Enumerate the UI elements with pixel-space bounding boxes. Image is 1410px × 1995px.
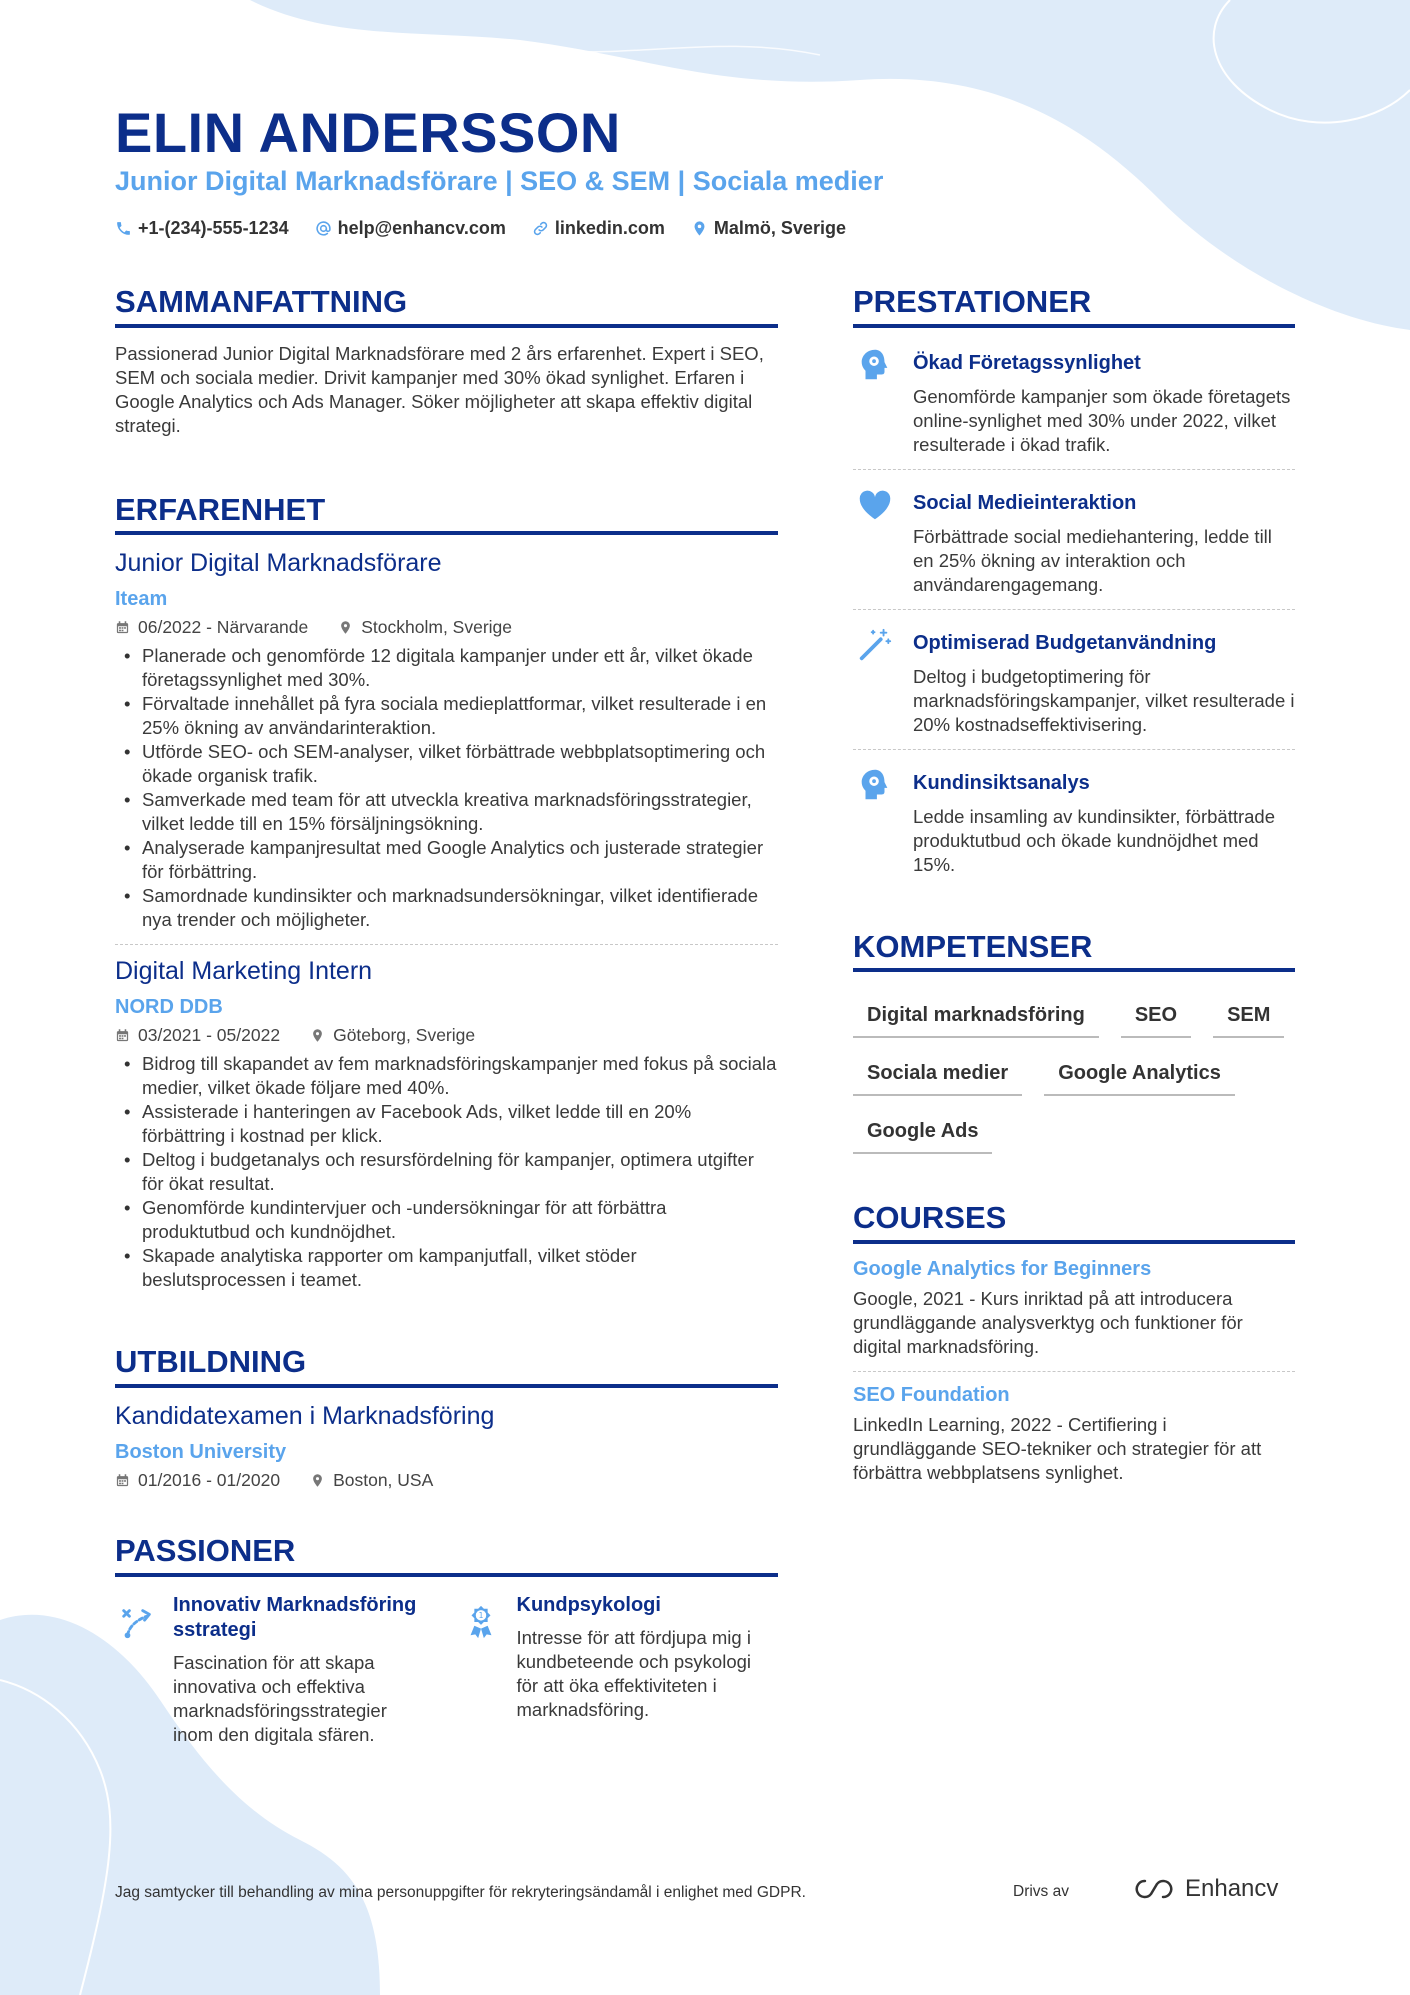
job-bullets — [115, 1052, 778, 1292]
experience-heading: ERFARENHET — [115, 492, 778, 536]
skill-tag: SEO — [1121, 996, 1191, 1038]
phone-text: +1-(234)-555-1234 — [138, 218, 289, 238]
achievement-title: Social Medieinteraktion — [913, 491, 1137, 514]
courses-section — [853, 1200, 1295, 1497]
candidate-tagline: Junior Digital Marknadsförare | SEO & SEM | Sociala medier — [115, 166, 884, 196]
summary-heading: SAMMANFATTNING — [115, 284, 778, 328]
head-icon — [856, 766, 894, 804]
location-text: Malmö, Sverige — [713, 218, 846, 238]
bullet-item: • Utförde SEO- och SEM-analyser, vilket förbättrade webbplatsoptimering och ökade organisk trafik. — [115, 740, 778, 788]
job-location: Göteborg, Sverige — [333, 1025, 476, 1046]
skills-heading: KOMPETENSER — [853, 929, 1295, 973]
company-name: Iteam — [115, 588, 168, 611]
job-dates: 06/2022 - Närvarande — [138, 617, 309, 638]
enhancv-logo-icon — [1131, 1876, 1177, 1902]
course-title: Google Analytics for Beginners — [853, 1257, 1152, 1280]
education-meta — [115, 1470, 778, 1491]
calendar-icon — [115, 1028, 130, 1043]
bullet-item: • Assisterade i hanteringen av Facebook Ads, vilket ledde till en 20% förbättring i kostnad per klick. — [115, 1100, 778, 1148]
job-title: Digital Marketing Intern — [115, 957, 373, 986]
location-pin-icon — [338, 620, 353, 635]
achievement-description: Genomförde kampanjer som ökade företagets online-synlighet med 30% under 2022, vilket resulterade i ökad trafik. — [913, 385, 1291, 455]
head-icon — [856, 346, 894, 384]
contact-phone[interactable] — [115, 218, 289, 239]
experience-entry — [115, 957, 778, 1304]
skill-tag: Digital marknadsföring — [853, 996, 1099, 1038]
contact-email[interactable] — [315, 218, 506, 239]
divider — [853, 1371, 1295, 1372]
passion-item — [115, 1593, 435, 1747]
contact-linkedin[interactable] — [532, 218, 665, 239]
experience-entry — [115, 549, 778, 944]
enhancv-brand[interactable] — [1131, 1875, 1278, 1903]
summary-text: Passionerad Junior Digital Marknadsförare med 2 års erfarenhet. Expert i SEO, SEM och sociala medier. Drivit kampanjer med 30% ökad synlighet. Erfaren i Google Analytics och Ads Manager. Söker möjligheter att skapa effektiv digital strategi. — [115, 342, 764, 436]
achievements-heading: PRESTATIONER — [853, 284, 1295, 328]
achievement-description: Ledde insamling av kundinsikter, förbättrade produktutbud och ökade kundnöjdhet med 15%. — [913, 805, 1275, 875]
divider — [853, 469, 1295, 470]
skills-section — [853, 929, 1295, 1155]
location-pin-icon — [691, 220, 708, 237]
bullet-item: • Genomförde kundintervjuer och -undersökningar för att förbättra produktutbud och kundnöjdhet. — [115, 1196, 778, 1244]
achievement-item — [853, 622, 1295, 749]
achievement-description: Deltog i budgetoptimering för marknadsföringskampanjer, vilket resulterade i 20% kostnadseffektivisering. — [913, 665, 1295, 735]
contact-location — [691, 218, 846, 239]
svg-text:1: 1 — [478, 1610, 483, 1620]
achievement-item — [853, 342, 1295, 469]
passion-title: Kundpsykologi — [516, 1593, 661, 1616]
bullet-item: • Samordnade kundinsikter och marknadsundersökningar, vilket identifierade nya trender och möjligheter. — [115, 884, 778, 932]
passion-description: Intresse för att fördjupa mig i kundbeteende och psykologi för att öka effektiviteten i marknadsföring. — [516, 1626, 752, 1720]
passions-list — [115, 1591, 778, 1747]
summary-section — [115, 284, 778, 438]
education-heading: UTBILDNING — [115, 1344, 778, 1388]
course-description: LinkedIn Learning, 2022 - Certifiering i grundläggande SEO-tekniker och strategier för att förbättra webbplatsens synlighet. — [853, 1413, 1262, 1483]
passions-section — [115, 1533, 778, 1747]
skill-tag: SEM — [1213, 996, 1284, 1038]
bullet-item: • Analyserade kampanjresultat med Google Analytics och justerade strategier för förbättring. — [115, 836, 778, 884]
passions-heading: PASSIONER — [115, 1533, 778, 1577]
bullet-item: • Deltog i budgetanalys och resursfördelning för kampanjer, optimera utgifter för ökat resultat. — [115, 1148, 778, 1196]
bullet-item: • Planerade och genomförde 12 digitala kampanjer under ett år, vilket ökade företagssynlighet med 30%. — [115, 644, 778, 692]
passion-description: Fascination för att skapa innovativa och effektiva marknadsföringsstrategier inom den digitala sfären. — [173, 1651, 387, 1745]
medal-icon — [462, 1603, 500, 1641]
achievement-title: Ökad Företagssynlighet — [913, 351, 1141, 374]
job-title: Junior Digital Marknadsförare — [115, 549, 442, 578]
passion-item — [459, 1593, 779, 1747]
degree-title: Kandidatexamen i Marknadsföring — [115, 1401, 495, 1430]
skill-tag: Sociala medier — [853, 1054, 1022, 1096]
job-bullets — [115, 644, 778, 932]
course-title: SEO Foundation — [853, 1383, 1010, 1406]
calendar-icon — [115, 620, 130, 635]
achievement-title: Optimiserad Budgetanvändning — [913, 631, 1217, 654]
bullet-item: • Bidrog till skapandet av fem marknadsföringskampanjer med fokus på sociala medier, vilket ökade följare med 40%. — [115, 1052, 778, 1100]
job-meta — [115, 617, 778, 638]
achievement-item — [853, 482, 1295, 609]
heart-icon — [856, 486, 894, 524]
courses-heading: COURSES — [853, 1200, 1295, 1244]
bullet-item: • Förvaltade innehållet på fyra sociala medieplattformar, vilket resulterade i en 25% ökning av användarinteraktion. — [115, 692, 778, 740]
location-pin-icon — [310, 1473, 325, 1488]
skill-tag: Google Ads — [853, 1112, 992, 1154]
magic-wand-icon — [856, 626, 894, 664]
phone-icon — [115, 220, 132, 237]
at-icon — [315, 220, 332, 237]
powered-by-label: Drivs av — [1013, 1883, 1069, 1900]
education-location: Boston, USA — [333, 1469, 434, 1490]
brand-name: Enhancv — [1185, 1875, 1279, 1902]
achievement-description: Förbättrade social mediehantering, ledde till en 25% ökning av interaktion och användarengagemang. — [913, 525, 1272, 595]
email-text: help@enhancv.com — [337, 218, 506, 238]
divider — [853, 609, 1295, 610]
skills-list — [853, 986, 1295, 1154]
achievements-section — [853, 284, 1295, 889]
job-location: Stockholm, Sverige — [361, 617, 513, 638]
linkedin-text: linkedin.com — [554, 218, 665, 238]
right-column — [853, 284, 1295, 1543]
achievement-item — [853, 762, 1295, 889]
passion-title: Innovativ Marknadsföringsstrategi — [173, 1593, 417, 1641]
contact-bar — [115, 218, 846, 239]
job-meta — [115, 1025, 778, 1046]
skill-tag: Google Analytics — [1044, 1054, 1235, 1096]
company-name: NORD DDB — [115, 996, 223, 1019]
divider — [115, 944, 778, 945]
calendar-icon — [115, 1473, 130, 1488]
bullet-item: • Samverkade med team för att utveckla kreativa marknadsföringsstrategier, vilket ledde till en 15% försäljningsökning. — [115, 788, 778, 836]
strategy-icon — [118, 1603, 156, 1641]
job-dates: 03/2021 - 05/2022 — [138, 1025, 281, 1046]
education-section — [115, 1344, 778, 1491]
bullet-item: • Skapade analytiska rapporter om kampanjutfall, vilket stöder beslutsprocessen i teamet. — [115, 1244, 778, 1292]
left-column — [115, 284, 778, 1793]
achievement-title: Kundinsiktsanalys — [913, 771, 1090, 794]
divider — [853, 749, 1295, 750]
link-icon — [532, 220, 549, 237]
course-description: Google, 2021 - Kurs inriktad på att introducera grundläggande analysverktyg och funktioner för digital marknadsföring. — [853, 1287, 1243, 1357]
school-name: Boston University — [115, 1440, 287, 1463]
education-dates: 01/2016 - 01/2020 — [138, 1469, 281, 1490]
experience-section — [115, 492, 778, 1305]
location-pin-icon — [310, 1028, 325, 1043]
gdpr-consent: Jag samtycker till behandling av mina personuppgifter för rekryteringsändamål i enlighet med GDPR. — [115, 1884, 806, 1901]
candidate-name: ELIN ANDERSSON — [115, 101, 621, 164]
